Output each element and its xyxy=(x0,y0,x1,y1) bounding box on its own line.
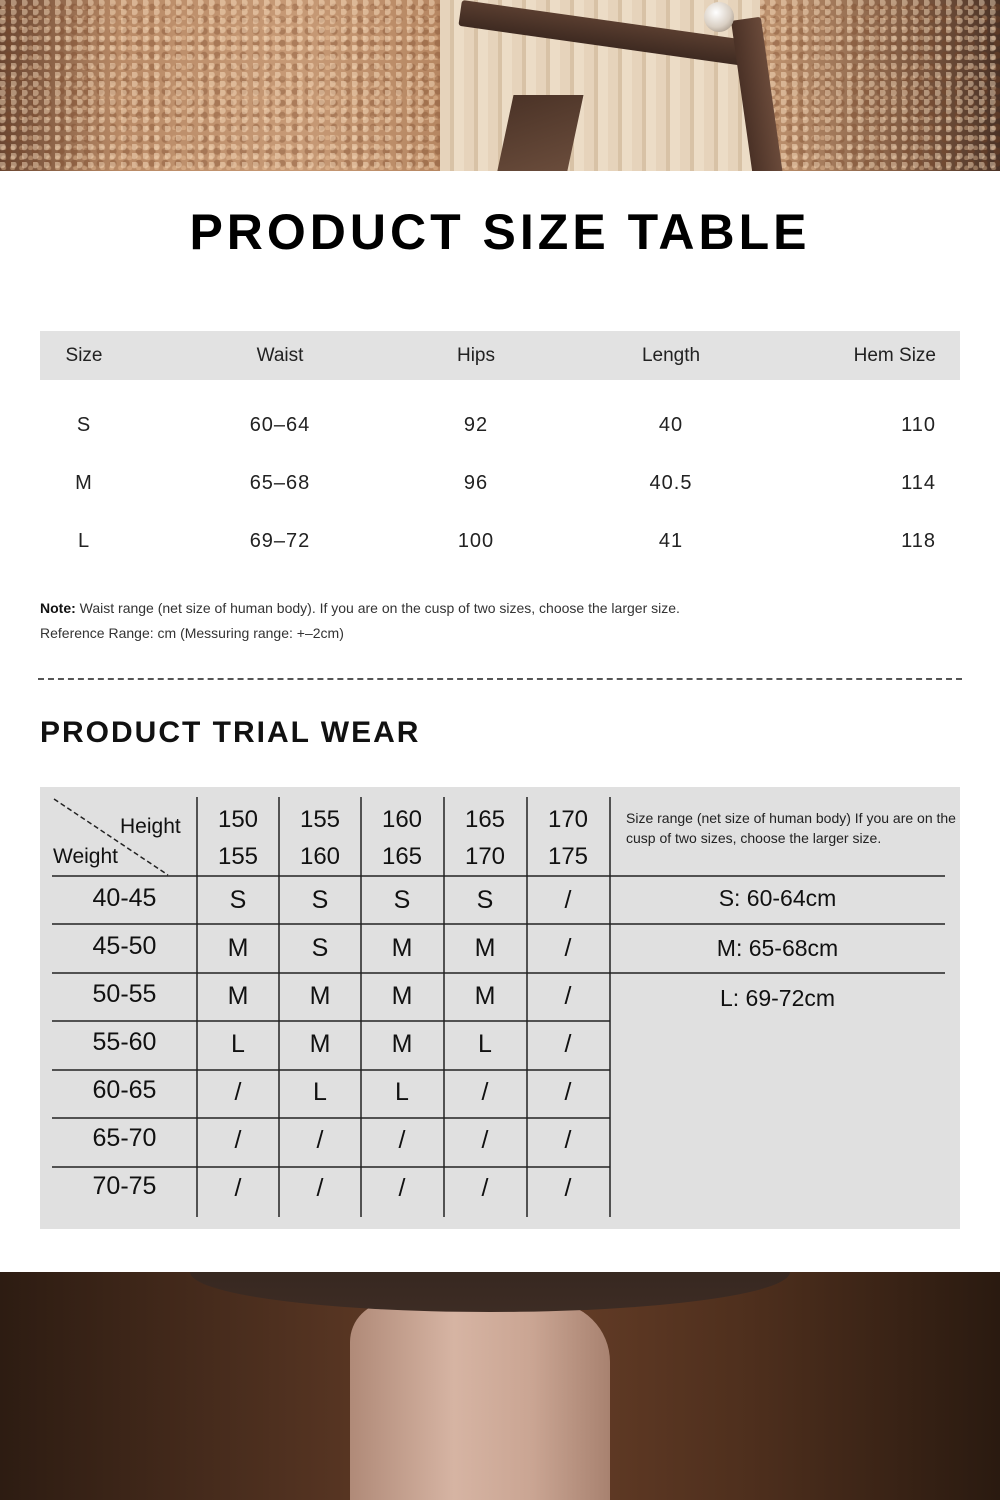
skirt-hem xyxy=(190,1272,790,1312)
size-cell: M xyxy=(391,934,413,962)
cell: 40 xyxy=(658,413,684,436)
cell: 40.5 xyxy=(649,471,693,494)
cell: 110 xyxy=(901,413,936,436)
height-top: 150 xyxy=(217,806,259,833)
range-m: M: 65-68cm xyxy=(716,935,839,961)
cell: S xyxy=(76,413,92,436)
coat-button xyxy=(704,2,734,32)
model-leg xyxy=(350,1302,610,1500)
cell: 41 xyxy=(658,529,684,552)
trial-wear-table xyxy=(40,787,960,1229)
height-bottom: 160 xyxy=(299,843,341,870)
note-reference: Reference Range: cm (Messuring range: +–2cm) xyxy=(40,625,344,641)
cell: 118 xyxy=(901,529,936,552)
height-top: 165 xyxy=(464,806,506,833)
dashed-divider xyxy=(38,678,962,680)
height-top: 160 xyxy=(381,806,423,833)
size-cell: / xyxy=(316,1126,324,1154)
weight-label: 55-60 xyxy=(92,1028,157,1056)
table-row xyxy=(40,396,960,454)
size-cell: / xyxy=(481,1174,489,1202)
range-l: L: 69-72cm xyxy=(719,985,836,1011)
weight-label: 45-50 xyxy=(92,932,157,960)
size-cell: / xyxy=(481,1126,489,1154)
size-cell: M xyxy=(227,982,249,1010)
size-cell: S xyxy=(311,934,329,962)
size-cell: / xyxy=(316,1174,324,1202)
size-cell: / xyxy=(564,982,572,1010)
size-cell: S xyxy=(393,886,411,914)
height-bottom: 165 xyxy=(381,843,423,870)
size-cell: L xyxy=(313,1078,327,1106)
header-hips: Hips xyxy=(456,344,495,366)
note-label: Note: xyxy=(40,600,76,616)
trial-title: PRODUCT TRIAL WEAR xyxy=(40,716,421,749)
size-cell: / xyxy=(234,1174,242,1202)
size-cell: / xyxy=(481,1078,489,1106)
size-cell: / xyxy=(564,1174,572,1202)
bottom-product-photo xyxy=(0,1272,1000,1500)
header-hem-size: Hem Size xyxy=(853,344,936,366)
weight-label: 50-55 xyxy=(92,980,157,1008)
size-range-hint: Size range (net size of human body) If you are on the cusp of two sizes, choose the larger size. xyxy=(626,810,956,846)
header-waist: Waist xyxy=(256,344,304,366)
size-cell: S xyxy=(476,886,494,914)
size-cell: / xyxy=(564,1078,572,1106)
size-cell: L xyxy=(478,1030,492,1058)
height-header xyxy=(361,801,443,875)
weight-label: 40-45 xyxy=(92,884,157,912)
range-s: S: 60-64cm xyxy=(718,885,837,911)
table-row xyxy=(40,454,960,512)
cell: L xyxy=(77,529,91,552)
size-cell: M xyxy=(391,1030,413,1058)
cell: 96 xyxy=(463,471,489,494)
cell: 60–64 xyxy=(249,413,311,436)
size-cell: M xyxy=(474,982,496,1010)
header-length: Length xyxy=(641,344,701,366)
cell: 92 xyxy=(463,413,489,436)
size-cell: M xyxy=(309,1030,331,1058)
size-cell: / xyxy=(398,1174,406,1202)
height-header xyxy=(527,801,609,875)
size-cell: L xyxy=(395,1078,409,1106)
page-title: PRODUCT SIZE TABLE xyxy=(189,204,811,260)
note-text: Waist range (net size of human body). If you are on the cusp of two sizes, choose the larger size. xyxy=(75,600,680,616)
size-cell: S xyxy=(311,886,329,914)
cell: 69–72 xyxy=(249,529,311,552)
header-size: Size xyxy=(65,344,103,366)
note-line xyxy=(40,596,680,621)
size-cell: / xyxy=(234,1126,242,1154)
size-cell: M xyxy=(474,934,496,962)
size-cell: M xyxy=(227,934,249,962)
size-cell: / xyxy=(234,1078,242,1106)
height-header xyxy=(197,801,279,875)
height-bottom: 175 xyxy=(547,843,589,870)
size-table-header xyxy=(40,331,960,380)
size-cell: M xyxy=(391,982,413,1010)
height-bottom: 170 xyxy=(464,843,506,870)
size-table xyxy=(40,331,960,570)
table-row xyxy=(40,512,960,570)
size-cell: S xyxy=(229,886,247,914)
cell: 100 xyxy=(457,529,495,552)
top-product-photo xyxy=(0,0,1000,171)
cell: 65–68 xyxy=(249,471,311,494)
cell: M xyxy=(75,471,93,494)
height-top: 155 xyxy=(299,806,341,833)
height-bottom: 155 xyxy=(217,843,259,870)
height-header xyxy=(279,801,361,875)
size-cell: / xyxy=(564,1126,572,1154)
corner-weight-label: Weight xyxy=(53,845,118,868)
height-header xyxy=(444,801,526,875)
weight-label: 70-75 xyxy=(92,1172,157,1200)
size-note xyxy=(40,596,680,646)
size-cell: / xyxy=(564,934,572,962)
size-cell: L xyxy=(231,1030,245,1058)
size-cell: / xyxy=(564,886,572,914)
weight-label: 60-65 xyxy=(92,1076,157,1104)
size-cell: / xyxy=(398,1126,406,1154)
size-cell: M xyxy=(309,982,331,1010)
cell: 114 xyxy=(901,471,936,494)
size-cell: / xyxy=(564,1030,572,1058)
corner-height-label: Height xyxy=(120,815,181,838)
weight-label: 65-70 xyxy=(92,1124,157,1152)
height-top: 170 xyxy=(547,806,589,833)
